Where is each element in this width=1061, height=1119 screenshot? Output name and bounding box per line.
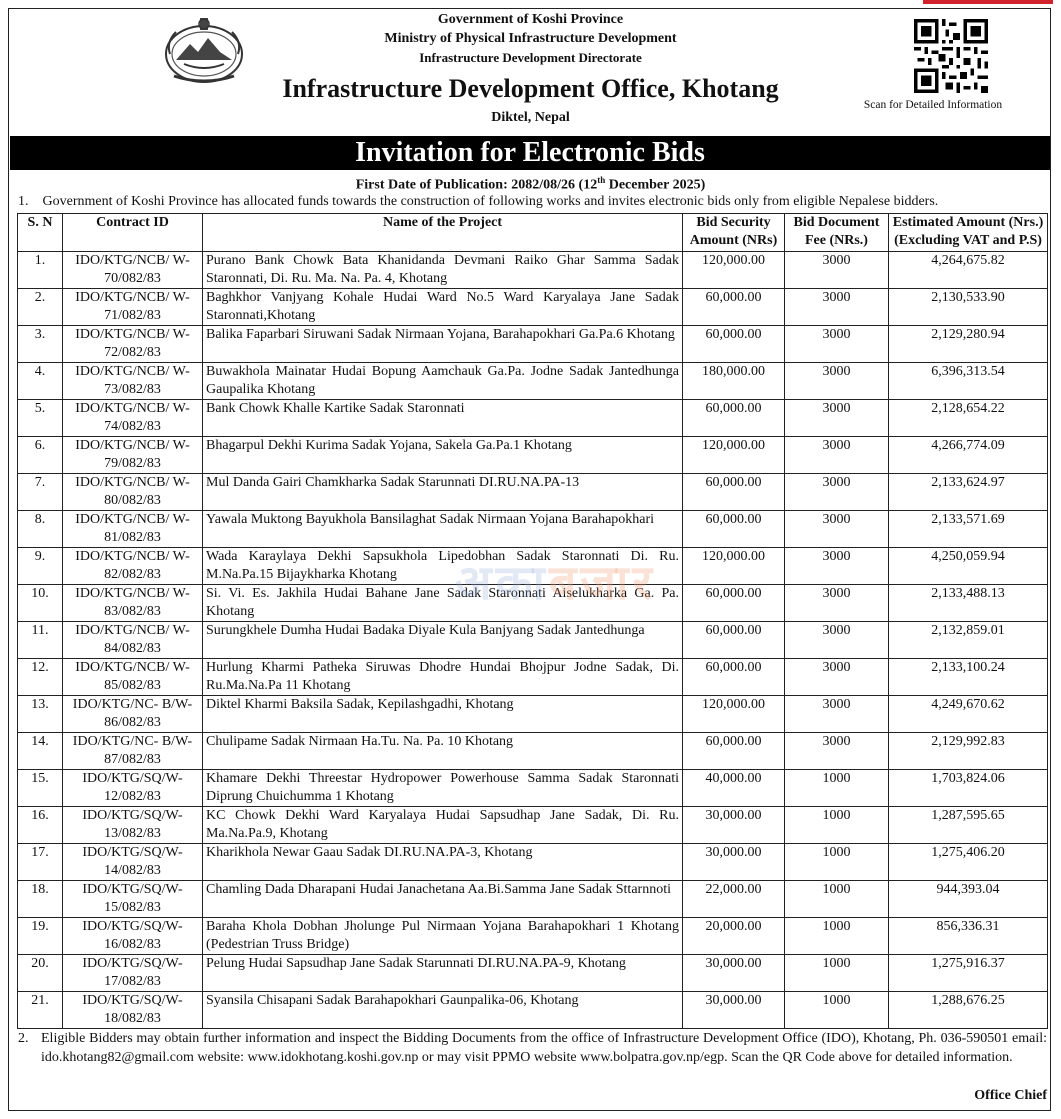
cell-bid-security: 60,000.00 [683,622,785,659]
cell-estimated-amount: 2,128,654.22 [889,400,1048,437]
cell-sn: 12. [18,659,63,696]
cell-document-fee: 3000 [785,585,889,622]
cell-sn: 10. [18,585,63,622]
cell-sn: 3. [18,326,63,363]
cell-project-name: Bhagarpul Dekhi Kurima Sadak Yojana, Sakela Ga.Pa.1 Khotang [203,437,683,474]
cell-bid-security: 30,000.00 [683,844,785,881]
cell-sn: 21. [18,992,63,1029]
clause-1-text: Government of Koshi Province has allocated funds towards the construction of following works and invites electronic bids only from eligible Nepalese bidders. [42,194,939,209]
cell-contract-id: IDO/KTG/NCB/ W-83/082/83 [63,585,203,622]
table-row [18,474,1048,511]
cell-document-fee: 3000 [785,696,889,733]
cell-document-fee: 3000 [785,326,889,363]
cell-bid-security: 120,000.00 [683,437,785,474]
cell-estimated-amount: 4,264,675.82 [889,252,1048,289]
header-estimated-amount: Estimated Amount (Nrs.) (Excluding VAT and P.S) [889,214,1048,252]
cell-estimated-amount: 2,133,571.69 [889,511,1048,548]
cell-estimated-amount: 1,275,916.37 [889,955,1048,992]
cell-document-fee: 3000 [785,474,889,511]
cell-sn: 6. [18,437,63,474]
qr-caption: Scan for Detailed Information [863,99,1003,111]
cell-project-name: Diktel Kharmi Baksila Sadak, Kepilashgadhi, Khotang [203,696,683,733]
cell-estimated-amount: 2,133,100.24 [889,659,1048,696]
cell-estimated-amount: 1,703,824.06 [889,770,1048,807]
cell-contract-id: IDO/KTG/NCB/ W-85/082/83 [63,659,203,696]
table-row [18,659,1048,696]
cell-project-name: KC Chowk Dekhi Ward Karyalaya Hudai Sapsudhap Jane Sadak, Di. Ru. Ma.Na.Pa.9, Khotang [203,807,683,844]
cell-estimated-amount: 6,396,313.54 [889,363,1048,400]
cell-sn: 2. [18,289,63,326]
cell-bid-security: 20,000.00 [683,918,785,955]
cell-bid-security: 40,000.00 [683,770,785,807]
cell-estimated-amount: 4,249,670.62 [889,696,1048,733]
cell-sn: 5. [18,400,63,437]
cell-contract-id: IDO/KTG/NCB/ W-73/082/83 [63,363,203,400]
table-row [18,770,1048,807]
cell-bid-security: 60,000.00 [683,289,785,326]
table-row [18,326,1048,363]
cell-project-name: Pelung Hudai Sapsudhap Jane Sadak Starunnati DI.RU.NA.PA-9, Khotang [203,955,683,992]
publication-date [0,175,1061,194]
cell-document-fee: 3000 [785,733,889,770]
cell-project-name: Yawala Muktong Bayukhola Bansilaghat Sadak Nirmaan Yojana Barahapokhari [203,511,683,548]
cell-project-name: Chamling Dada Dharapani Hudai Janachetana Aa.Bi.Samma Jane Sadak Sttarnnoti [203,881,683,918]
cell-contract-id: IDO/KTG/NCB/ W-79/082/83 [63,437,203,474]
cell-sn: 9. [18,548,63,585]
qr-code-icon[interactable] [914,19,988,93]
watermark-logo: अकाबजार [455,555,657,611]
cell-project-name: Si. Vi. Es. Jakhila Hudai Bahane Jane Sadak Staronnati Aiselukharka Ga. Pa. Khotang [203,585,683,622]
cell-contract-id: IDO/KTG/SQ/W- 18/082/83 [63,992,203,1029]
cell-bid-security: 30,000.00 [683,955,785,992]
cell-estimated-amount: 2,133,488.13 [889,585,1048,622]
cell-sn: 13. [18,696,63,733]
cell-project-name: Hurlung Kharmi Patheka Siruwas Dhodre Hundai Bhojpur Jodne Sadak, Di. Ru.Ma.Na.Pa 11 Khotang [203,659,683,696]
cell-project-name: Khamare Dekhi Threestar Hydropower Powerhouse Samma Sadak Staronnati Diprung Chuichumma 1 Khotang [203,770,683,807]
table-row [18,622,1048,659]
cell-bid-security: 60,000.00 [683,585,785,622]
cell-sn: 8. [18,511,63,548]
cell-project-name: Syansila Chisapani Sadak Barahapokhari Gaunpalika-06, Khotang [203,992,683,1029]
cell-bid-security: 120,000.00 [683,252,785,289]
cell-bid-security: 60,000.00 [683,400,785,437]
directorate-line: Infrastructure Development Directorate [419,50,642,65]
table-row [18,881,1048,918]
header-sn: S. N [18,214,63,252]
cell-document-fee: 3000 [785,548,889,585]
cell-document-fee: 3000 [785,659,889,696]
publication-date-suffix: th [597,175,606,185]
table-row [18,844,1048,881]
cell-bid-security: 120,000.00 [683,548,785,585]
cell-document-fee: 3000 [785,622,889,659]
header-bid-security: Bid Security Amount (NRs) [683,214,785,252]
cell-document-fee: 1000 [785,807,889,844]
cell-estimated-amount: 2,129,992.83 [889,733,1048,770]
bid-table [17,213,1048,1029]
notice-title: Invitation for Electronic Bids [10,136,1050,170]
cell-contract-id: IDO/KTG/NCB/ W-81/082/83 [63,511,203,548]
ministry-line: Ministry of Physical Infrastructure Development [384,31,677,46]
cell-document-fee: 1000 [785,770,889,807]
office-location: Diktel, Nepal [491,110,570,125]
table-row [18,511,1048,548]
cell-project-name: Baghkhor Vanjyang Kohale Hudai Ward No.5 Ward Karyalaya Jane Sadak Staronnati,Khotang [203,289,683,326]
table-row [18,696,1048,733]
header-contract-id: Contract ID [63,214,203,252]
cell-sn: 4. [18,363,63,400]
cell-document-fee: 3000 [785,252,889,289]
header-project-name: Name of the Project [203,214,683,252]
cell-sn: 7. [18,474,63,511]
cell-project-name: Baraha Khola Dobhan Jholunge Pul Nirmaan Yojana Barahapokhari 1 Khotang (Pedestrian Truss Bridge) [203,918,683,955]
cell-sn: 20. [18,955,63,992]
table-row [18,363,1048,400]
cell-document-fee: 1000 [785,918,889,955]
table-row [18,918,1048,955]
cell-sn: 16. [18,807,63,844]
cell-project-name: Buwakhola Mainatar Hudai Bopung Aamchauk Ga.Pa. Jodne Sadak Jantedhunga Gaupalika Khotang [203,363,683,400]
clause-1 [18,194,1048,210]
cell-document-fee: 1000 [785,881,889,918]
office-title: Infrastructure Development Office, Khotang [282,74,779,103]
table-row [18,400,1048,437]
cell-contract-id: IDO/KTG/NCB/ W-82/082/83 [63,548,203,585]
cell-estimated-amount: 4,266,774.09 [889,437,1048,474]
cell-project-name: Purano Bank Chowk Bata Khanidanda Devmani Raiko Ghar Samma Sadak Staronnati, Di. Ru. Ma. Na. Pa. 4, Khotang [203,252,683,289]
table-row [18,955,1048,992]
publication-date-rest: December 2025) [605,177,706,193]
cell-bid-security: 60,000.00 [683,733,785,770]
cell-project-name: Balika Faparbari Siruwani Sadak Nirmaan Yojana, Barahapokhari Ga.Pa.6 Khotang [203,326,683,363]
cell-estimated-amount: 2,129,280.94 [889,326,1048,363]
cell-bid-security: 60,000.00 [683,326,785,363]
cell-contract-id: IDO/KTG/NC- B/W-86/082/83 [63,696,203,733]
cell-contract-id: IDO/KTG/SQ/W- 13/082/83 [63,807,203,844]
cell-estimated-amount: 4,250,059.94 [889,548,1048,585]
cell-contract-id: IDO/KTG/SQ/W- 14/082/83 [63,844,203,881]
cell-estimated-amount: 944,393.04 [889,881,1048,918]
cell-contract-id: IDO/KTG/NCB/ W-80/082/83 [63,474,203,511]
cell-sn: 18. [18,881,63,918]
cell-sn: 19. [18,918,63,955]
table-row [18,252,1048,289]
cell-project-name: Chulipame Sadak Nirmaan Ha.Tu. Na. Pa. 10 Khotang [203,733,683,770]
cell-document-fee: 3000 [785,363,889,400]
cell-sn: 15. [18,770,63,807]
cell-contract-id: IDO/KTG/SQ/W- 17/082/83 [63,955,203,992]
cell-sn: 14. [18,733,63,770]
cell-project-name: Wada Karaylaya Dekhi Sapsukhola Lipedobhan Sadak Staronnati Di. Ru. M.Na.Pa.15 Bijaykharka Khotang [203,548,683,585]
cell-estimated-amount: 2,132,859.01 [889,622,1048,659]
cell-contract-id: IDO/KTG/SQ/W- 16/082/83 [63,918,203,955]
cell-contract-id: IDO/KTG/NCB/ W-72/082/83 [63,326,203,363]
cell-contract-id: IDO/KTG/NCB/ W-71/082/83 [63,289,203,326]
cell-bid-security: 30,000.00 [683,807,785,844]
signature-office-chief: Office Chief [974,1088,1047,1103]
table-row [18,992,1048,1029]
cell-sn: 17. [18,844,63,881]
clause-2-number: 2. [18,1031,29,1046]
top-red-mark [923,0,1053,4]
cell-estimated-amount: 2,130,533.90 [889,289,1048,326]
cell-estimated-amount: 856,336.31 [889,918,1048,955]
cell-estimated-amount: 2,133,624.97 [889,474,1048,511]
clause-2-text: Eligible Bidders may obtain further information and inspect the Bidding Documents from the office of Infrastructure Development Office (IDO), Khotang, Ph. 036-590501 email: ido.khotang82@gmail.com website: www.idokhotang.koshi.gov.np or may visit PPMO website www.bolpatra.gov.np/egp. Scan the QR Code above for detailed information. [41,1031,1047,1065]
cell-bid-security: 22,000.00 [683,881,785,918]
cell-sn: 11. [18,622,63,659]
table-row [18,733,1048,770]
table-row [18,807,1048,844]
cell-sn: 1. [18,252,63,289]
table-header-row [18,214,1048,252]
cell-document-fee: 3000 [785,289,889,326]
cell-document-fee: 1000 [785,955,889,992]
cell-bid-security: 30,000.00 [683,992,785,1029]
cell-bid-security: 60,000.00 [683,474,785,511]
cell-bid-security: 180,000.00 [683,363,785,400]
cell-bid-security: 60,000.00 [683,511,785,548]
cell-contract-id: IDO/KTG/SQ/W- 12/082/83 [63,770,203,807]
table-row [18,437,1048,474]
cell-document-fee: 3000 [785,400,889,437]
cell-project-name: Bank Chowk Khalle Kartike Sadak Staronnati [203,400,683,437]
clause-2 [18,1029,1047,1067]
cell-contract-id: IDO/KTG/NCB/ W-84/082/83 [63,622,203,659]
cell-contract-id: IDO/KTG/NCB/ W-74/082/83 [63,400,203,437]
cell-document-fee: 1000 [785,844,889,881]
cell-contract-id: IDO/KTG/NCB/ W-70/082/83 [63,252,203,289]
cell-bid-security: 120,000.00 [683,696,785,733]
publication-date-label: First Date of Publication: 2082/08/26 (12 [355,177,598,193]
header-document-fee: Bid Document Fee (NRs.) [785,214,889,252]
government-line: Government of Koshi Province [437,12,624,27]
cell-contract-id: IDO/KTG/NC- B/W-87/082/83 [63,733,203,770]
cell-document-fee: 3000 [785,437,889,474]
cell-project-name: Mul Danda Gairi Chamkharka Sadak Starunnati DI.RU.NA.PA-13 [203,474,683,511]
cell-project-name: Surungkhele Dumha Hudai Badaka Diyale Kula Banjyang Sadak Jantedhunga [203,622,683,659]
cell-document-fee: 1000 [785,992,889,1029]
cell-estimated-amount: 1,287,595.65 [889,807,1048,844]
cell-project-name: Kharikhola Newar Gaau Sadak DI.RU.NA.PA-3, Khotang [203,844,683,881]
clause-1-number: 1. [18,194,29,209]
cell-contract-id: IDO/KTG/SQ/W- 15/082/83 [63,881,203,918]
table-row [18,289,1048,326]
cell-estimated-amount: 1,288,676.25 [889,992,1048,1029]
cell-estimated-amount: 1,275,406.20 [889,844,1048,881]
cell-bid-security: 60,000.00 [683,659,785,696]
cell-document-fee: 3000 [785,511,889,548]
